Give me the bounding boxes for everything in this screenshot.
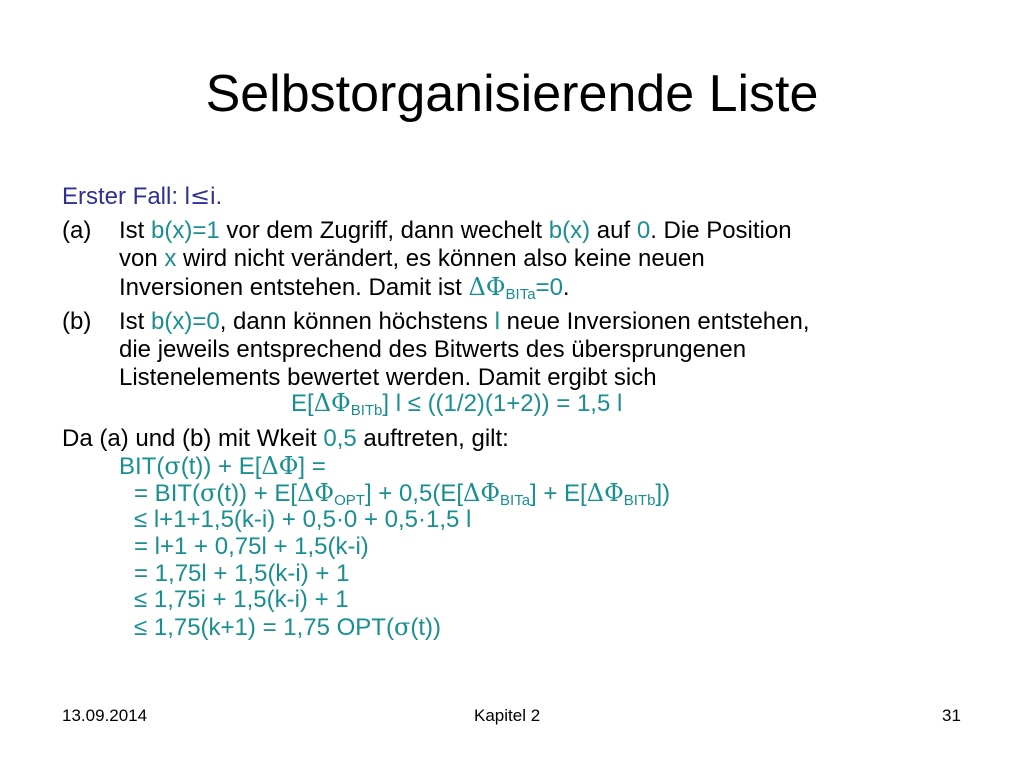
derivation-line-1: BIT(σ(t)) + E[ΔΦ] = (119, 452, 326, 480)
derivation-line-3: ≤ l+1+1,5(k-i) + 0,5·0 + 0,5·1,5 l (134, 506, 472, 533)
footer-page-number: 31 (942, 706, 961, 725)
derivation-line-6: ≤ 1,75i + 1,5(k-i) + 1 (134, 586, 349, 613)
item-a-line-2: von x wird nicht verändert, es können also keine neuen (119, 245, 705, 272)
case-heading: Erster Fall: l≤i. (62, 182, 223, 210)
item-b-line-1: Ist b(x)=0, dann können höchstens l neue Inversionen entstehen, (119, 308, 810, 335)
item-b-label: (b) (62, 308, 92, 335)
derivation-line-5: = 1,75l + 1,5(k-i) + 1 (134, 560, 350, 587)
derivation-line-4: = l+1 + 0,75l + 1,5(k-i) (134, 533, 369, 560)
item-b-line-3: Listenelements bewertet werden. Damit ergibt sich (119, 364, 657, 391)
item-a-label: (a) (62, 217, 92, 244)
derivation-line-7: ≤ 1,75(k+1) = 1,75 OPT(σ(t)) (134, 613, 442, 641)
slide-title: Selbstorganisierende Liste (205, 65, 819, 123)
derivation-line-2: = $BIT(\sigma(t)) + E[\Delta\Phi_{OPT}] + 0,5(E[\Delta\Phi_{BITa}] + E[\Delta\Phi_{BITb}])$ (134, 479, 671, 509)
conclusion-line: Da (a) und (b) mit Wkeit 0,5 auftreten, gilt: (62, 425, 509, 452)
item-a-line-1: Ist b(x)=1 vor dem Zugriff, dann wechelt b(x) auf 0. Die Position (119, 217, 792, 244)
footer-date: 13.09.2014 (62, 706, 148, 725)
item-b-formula: $E[\Delta\Phi_{BITb}] l \le ((1/2)(1+2)) = 1,5$ l (291, 389, 623, 419)
item-a-line-3: Inversionen entstehen. Damit ist $\Delta\Phi_{BITa}=0$. (119, 273, 570, 303)
item-b-line-2: die jeweils entsprechend des Bitwerts des übersprungenen (119, 336, 747, 363)
footer-chapter: Kapitel 2 (474, 706, 541, 725)
